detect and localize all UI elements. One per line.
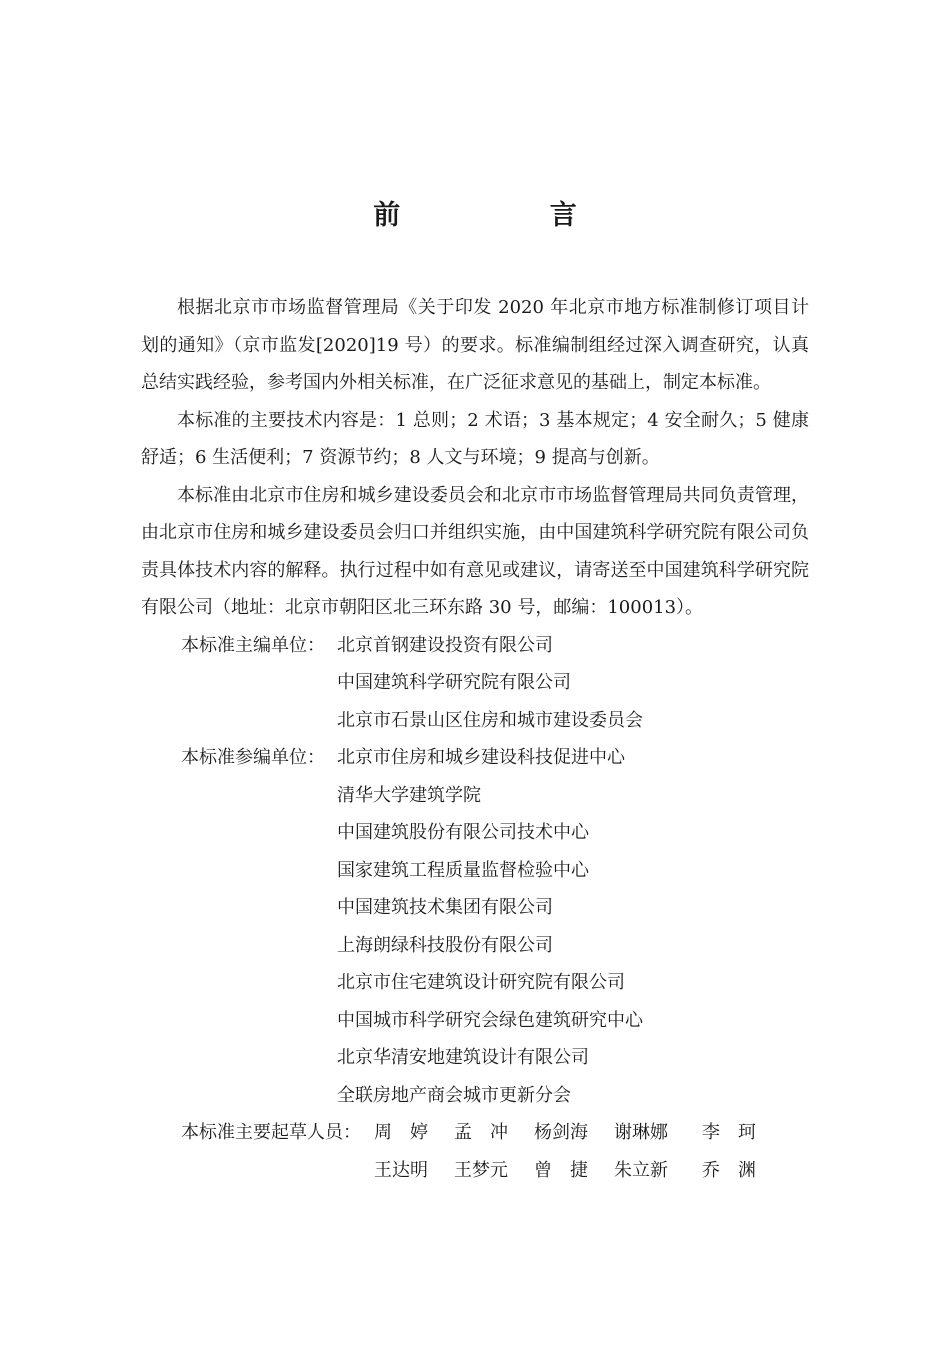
drafters-section-continued [141, 1152, 809, 1190]
drafter-name: 乔 渊 [702, 1159, 756, 1181]
chief-unit-item: 北京首钢建设投资有限公司 [337, 634, 553, 656]
paragraph-basis: 根据北京市市场监督管理局《关于印发 2020 年北京市地方标准制修订项目计划的通知》（京市监发[2020]19 号）的要求。标准编制组经过深入调查研究，认真总结实践经验，参考国内外相关标准，在广泛征求意见的基础上，制定本标准。 [141, 297, 809, 393]
participating-units-list [337, 739, 809, 1114]
drafter-name: 李 珂 [702, 1122, 756, 1143]
participating-unit-item: 国家建筑工程质量监督检验中心 [337, 859, 589, 881]
chief-unit-item: 中国建筑科学研究院有限公司 [337, 672, 571, 693]
participating-unit-item: 北京市住宅建筑设计研究院有限公司 [337, 972, 625, 993]
drafter-name: 王梦元 [454, 1159, 508, 1181]
drafter-name: 王达明 [374, 1159, 428, 1181]
chief-units-section [141, 627, 809, 740]
participating-units-label: 本标准参编单位： [181, 747, 325, 768]
paragraph-management: 本标准由北京市住房和城乡建设委员会和北京市市场监督管理局共同负责管理，由北京市住房和城乡建设委员会归口并组织实施，由中国建筑科学研究院有限公司负责具体技术内容的解释。执行过程中如有意见或建议，请寄送至中国建筑科学研究院有限公司（地址：北京市朝阳区北三环东路 30 号，邮编：100013）。 [141, 484, 809, 618]
page-title: 前 言 [373, 200, 647, 231]
drafter-name: 谢琳娜 [614, 1122, 668, 1143]
drafters-label: 本标准主要起草人员： [181, 1122, 361, 1143]
participating-unit-item: 上海朗绿科技股份有限公司 [337, 934, 553, 956]
paragraph-contents: 本标准的主要技术内容是：1 总则；2 术语；3 基本规定；4 安全耐久；5 健康舒适；6 生活便利；7 资源节约；8 人文与环境；9 提高与创新。 [141, 409, 809, 468]
chief-units-label: 本标准主编单位： [181, 634, 325, 656]
document-body [141, 289, 809, 1189]
participating-unit-item: 清华大学建筑学院 [337, 784, 481, 806]
chief-unit-item: 北京市石景山区住房和城市建设委员会 [337, 709, 643, 731]
drafter-name: 周 婷 [374, 1122, 428, 1143]
drafter-name: 曾 捷 [534, 1159, 588, 1181]
drafters-row [374, 1114, 762, 1152]
participating-unit-item: 中国建筑技术集团有限公司 [337, 897, 553, 918]
participating-unit-item: 中国建筑股份有限公司技术中心 [337, 822, 589, 843]
chief-units-list [337, 627, 809, 740]
participating-unit-item: 北京市住房和城乡建设科技促进中心 [337, 747, 625, 768]
drafter-name: 朱立新 [614, 1159, 668, 1181]
drafters-section [141, 1114, 809, 1152]
drafter-name: 杨剑海 [534, 1122, 588, 1143]
participating-unit-item: 北京华清安地建筑设计有限公司 [337, 1047, 589, 1068]
drafter-name: 孟 冲 [454, 1122, 508, 1143]
participating-units-section [141, 739, 809, 1114]
participating-unit-item: 中国城市科学研究会绿色建筑研究中心 [337, 1009, 643, 1031]
participating-unit-item: 全联房地产商会城市更新分会 [337, 1084, 571, 1106]
drafters-list [374, 1114, 762, 1152]
